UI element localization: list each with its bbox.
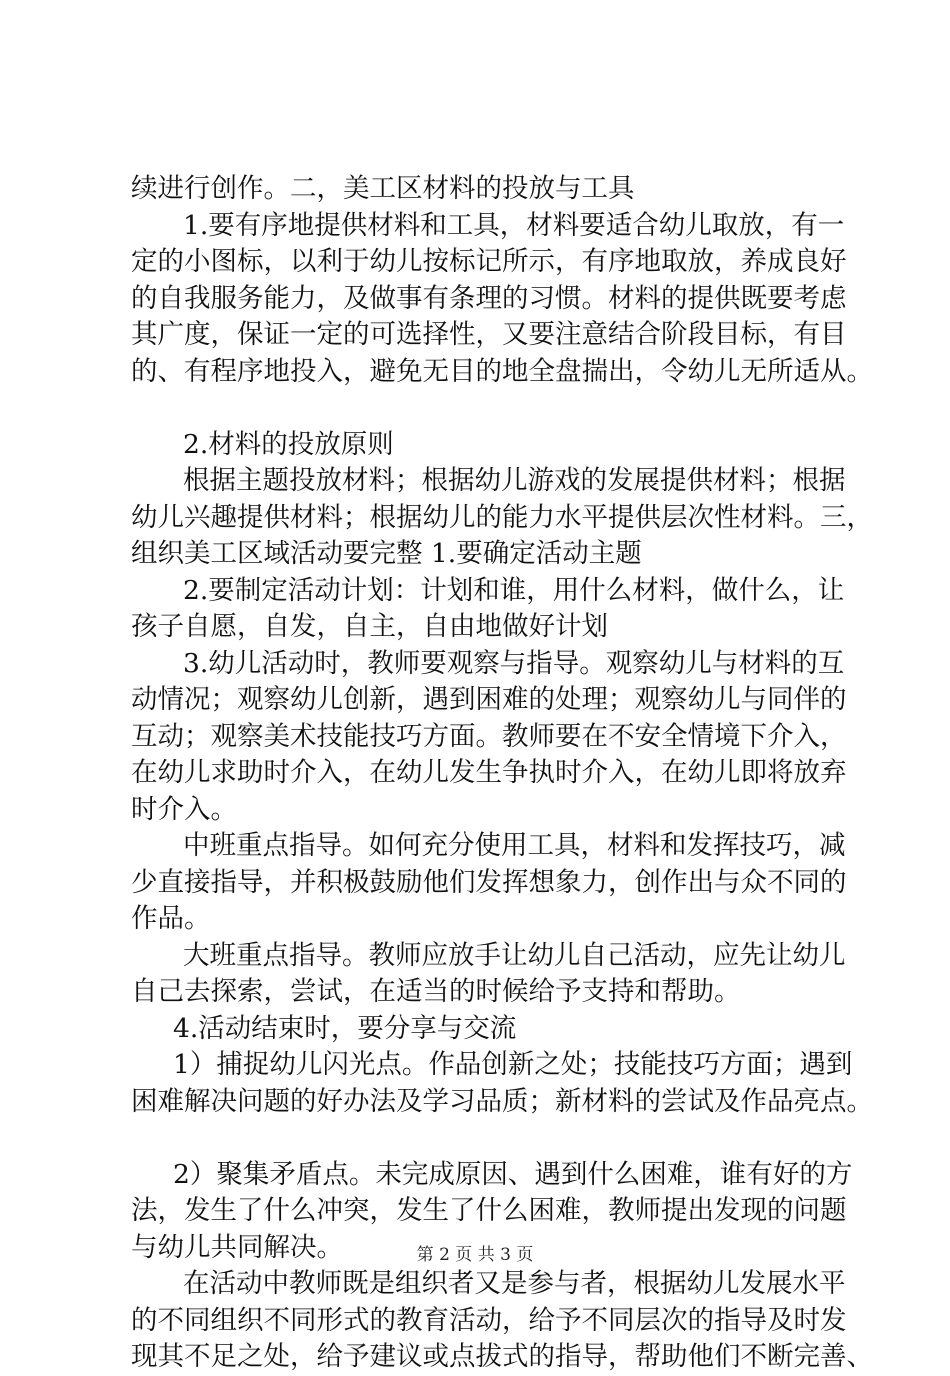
document-body bbox=[131, 171, 873, 1376]
text-line: 组织美工区域活动要完整 1.要确定活动主题 bbox=[131, 538, 642, 569]
text-line: 根据主题投放材料；根据幼儿游戏的发展提供材料；根据 bbox=[183, 465, 846, 496]
text-line: 1）捕捉幼儿闪光点。作品创新之处；技能技巧方面；遇到 bbox=[173, 1049, 853, 1080]
text-line: 在幼儿求助时介入，在幼儿发生争执时介入，在幼儿即将放弃 bbox=[131, 757, 847, 788]
text-line: 中班重点指导。如何充分使用工具，材料和发挥技巧，减 bbox=[183, 830, 846, 861]
text-line: 4.活动结束时，要分享与交流 bbox=[173, 1012, 517, 1044]
page-number-footer: 第 2 页 共 3 页 bbox=[416, 1245, 534, 1265]
text-line: 的自我服务能力，及做事有条理的习惯。材料的提供既要考虑 bbox=[131, 282, 847, 314]
text-line: 现其不足之处，给予建议或点拔式的指导，帮助他们不断完善、 bbox=[131, 1341, 873, 1372]
text-line: 与幼儿共同解决。 bbox=[131, 1231, 343, 1263]
text-line: 2.要制定活动计划：计划和谁，用什么材料，做什么，让 bbox=[183, 574, 845, 606]
text-line: 续进行创作。二，美工区材料的投放与工具 bbox=[131, 173, 635, 204]
text-line: 孩子自愿，自发，自主，自由地做好计划 bbox=[131, 611, 608, 642]
text-line: 互动；观察美术技能技巧方面。教师要在不安全情境下介入， bbox=[131, 720, 847, 752]
paragraph-gap bbox=[131, 1120, 851, 1157]
text-line: 1.要有序地提供材料和工具，材料要适合幼儿取放，有一 bbox=[183, 209, 845, 241]
text-line: 在活动中教师既是组织者又是参与者，根据幼儿发展水平 bbox=[183, 1268, 846, 1299]
text-line: 其广度，保证一定的可选择性，又要注意结合阶段目标，有目 bbox=[131, 319, 847, 350]
text-line: 困难解决问题的好办法及学习品质；新材料的尝试及作品亮点。 bbox=[131, 1085, 873, 1117]
text-line: 3.幼儿活动时，教师要观察与指导。观察幼儿与材料的互 bbox=[183, 647, 845, 679]
text-line: 作品。 bbox=[131, 903, 211, 934]
text-line: 法，发生了什么冲突，发生了什么困难，教师提出发现的问题 bbox=[131, 1195, 847, 1226]
text-line: 的不同组织不同形式的教育活动，给予不同层次的指导及时发 bbox=[131, 1304, 847, 1336]
text-line: 时介入。 bbox=[131, 793, 237, 825]
text-line: 2.材料的投放原则 bbox=[183, 428, 394, 460]
paragraph-gap bbox=[131, 390, 851, 427]
text-line: 自己去探索，尝试，在适当的时候给予支持和帮助。 bbox=[131, 976, 741, 1007]
text-line: 幼儿兴趣提供材料；根据幼儿的能力水平提供层次性材料。三， bbox=[131, 501, 873, 533]
text-line: 2）聚集矛盾点。未完成原因、遇到什么困难，谁有好的方 bbox=[173, 1158, 853, 1190]
text-line: 的、有程序地投入，避免无目的地全盘揣出，令幼儿无所适从。 bbox=[131, 355, 873, 387]
text-line: 定的小图标，以利于幼儿按标记所示，有序地取放，养成良好 bbox=[131, 246, 847, 277]
text-line: 动情况；观察幼儿创新，遇到困难的处理；观察幼儿与同伴的 bbox=[131, 684, 847, 715]
text-line: 大班重点指导。教师应放手让幼儿自己活动，应先让幼儿 bbox=[183, 939, 846, 971]
text-line: 少直接指导，并积极鼓励他们发挥想象力，创作出与众不同的 bbox=[131, 866, 847, 898]
